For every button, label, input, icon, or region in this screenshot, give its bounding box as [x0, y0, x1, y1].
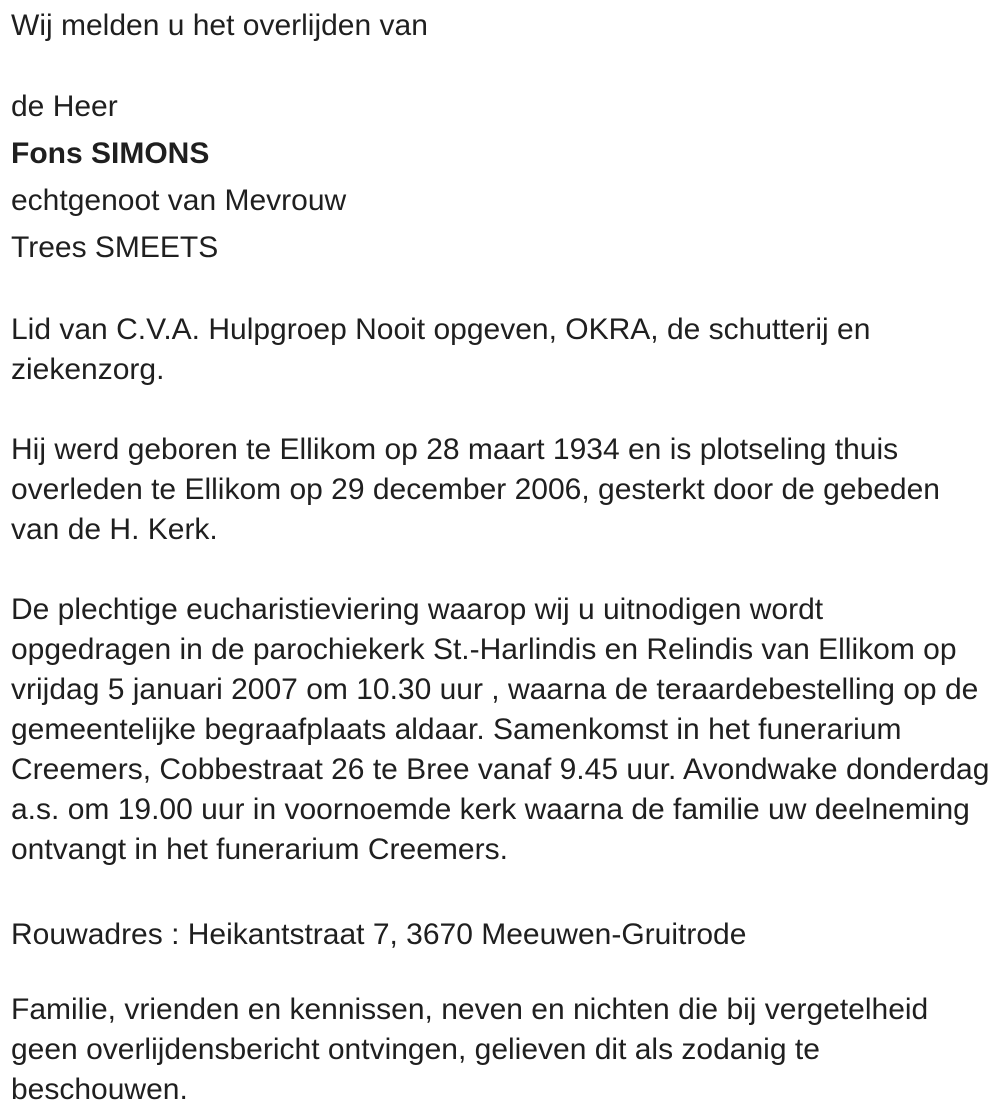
deceased-title: de Heer [11, 90, 118, 123]
service-line-4: gemeentelijke begraafplaats aldaar. Samenkomst in het funerarium [11, 713, 902, 746]
memberships-line-1: Lid van C.V.A. Hulpgroep Nooit opgeven, OKRA, de schutterij en [11, 313, 871, 346]
spouse-relation: echtgenoot van Mevrouw [11, 184, 347, 217]
intro-line: Wij melden u het overlijden van [11, 9, 428, 42]
spouse-name: Trees SMEETS [11, 231, 219, 264]
mourning-address-line: Rouwadres : Heikantstraat 7, 3670 Meeuwen-Gruitrode [11, 918, 747, 951]
deceased-name: Fons SIMONS [11, 137, 210, 170]
service-line-2: opgedragen in de parochiekerk St.-Harlindis en Relindis van Ellikom op [11, 633, 957, 666]
notice-line-2: geen overlijdensbericht ontvingen, gelieven dit als zodanig te [11, 1033, 820, 1066]
deceased-block [11, 87, 990, 268]
mourning-address-paragraph [11, 915, 990, 955]
memberships-paragraph [11, 310, 990, 390]
notice-line-1: Familie, vrienden en kennissen, neven en nichten die bij vergetelheid [11, 993, 929, 1026]
service-line-7: ontvangt in het funerarium Creemers. [11, 833, 508, 866]
intro-paragraph [11, 6, 990, 46]
service-paragraph [11, 590, 990, 870]
memberships-line-2: ziekenzorg. [11, 353, 165, 386]
birth-death-paragraph [11, 430, 990, 550]
service-line-3: vrijdag 5 januari 2007 om 10.30 uur , waarna de teraardebestelling op de [11, 673, 979, 706]
service-line-5: Creemers, Cobbestraat 26 te Bree vanaf 9.45 uur. Avondwake donderdag [11, 753, 990, 786]
notice-paragraph [11, 990, 990, 1110]
birth-death-line-1: Hij werd geboren te Ellikom op 28 maart 1934 en is plotseling thuis [11, 433, 899, 466]
birth-death-line-2: overleden te Ellikom op 29 december 2006, gesterkt door de gebeden [11, 473, 940, 506]
birth-death-line-3: van de H. Kerk. [11, 513, 218, 546]
service-line-1: De plechtige eucharistieviering waarop wij u uitnodigen wordt [11, 593, 824, 626]
service-line-6: a.s. om 19.00 uur in voornoemde kerk waarna de familie uw deelneming [11, 793, 970, 826]
notice-line-3: beschouwen. [11, 1073, 188, 1106]
